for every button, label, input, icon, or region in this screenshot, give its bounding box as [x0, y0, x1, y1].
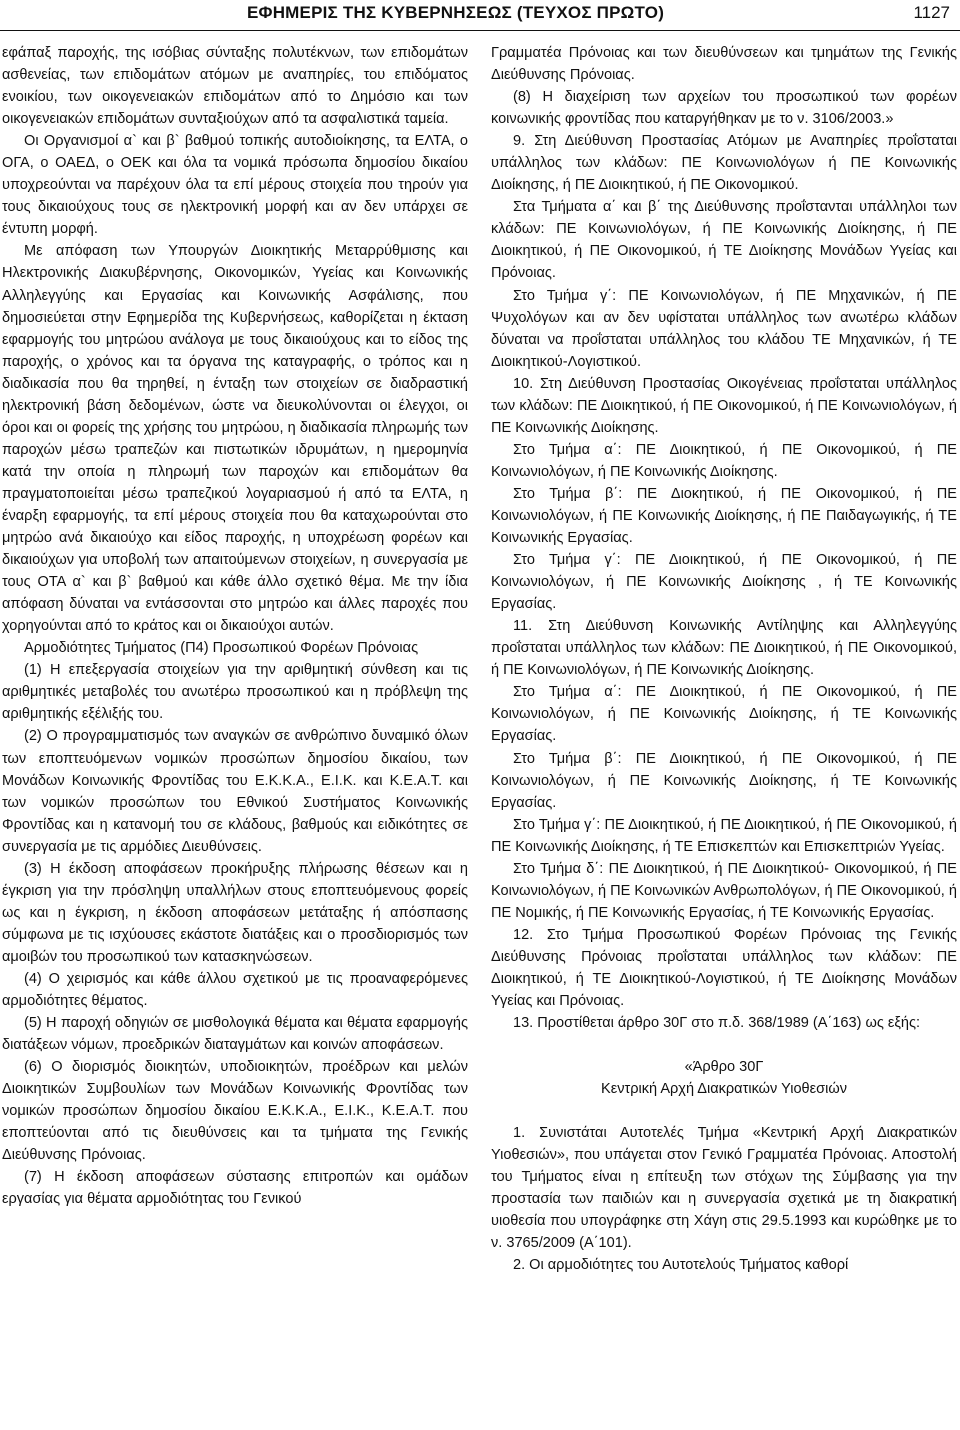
paragraph: Γραμματέα Πρόνοιας και των διευθύνσεων και τμημάτων της Γενικής Διεύθυνσης Πρόνοιας. [491, 45, 957, 84]
paragraph: Στο Τμήμα δ΄: ΠΕ Διοικητικού, ή ΠΕ Διοικητικού- Οικονομικού, ή ΠΕ Κοινωνιολόγων, ή ΠΕ Κοινωνικών Ανθρωπολόγων, ή ΠΕ Οικονομικού, ή ΠΕ Νομικής, ή ΠΕ Κοινωνικής Εργασίας, ή ΤΕ Κοινωνικής Εργασίας. [491, 860, 957, 921]
paragraph: Στο Τμήμα β΄: ΠΕ Διοκητικού, ή ΠΕ Οικονομικού, ή ΠΕ Κοινωνιολόγων, ή ΠΕ Κοινωνικής Διοίκησης, ή ΠΕ Παιδαγωγικής, ή ΤΕ Κοινωνικής Εργασίας. [491, 485, 957, 547]
publication-title: ΕΦΗΜΕΡΙΣ ΤΗΣ ΚΥΒΕΡΝΗΣΕΩΣ (ΤΕΥΧΟΣ ΠΡΩΤΟ) [247, 3, 665, 22]
paragraph: (2) Ο προγραμματισμός των αναγκών σε ανθρώπινο δυναμικό όλων των εποπτευόμενων νομικών προσώπων δημοσίου δικαίου, των Μονάδων Κοινωνικής Φροντίδας του Ε.Κ.Κ.Α., Ε.Ι.Κ. και Κ.Ε.Α.Τ. και των νομικών προσώπων του Εθνικού Συστήματος Κοινωνικής Φροντίδας και η κατανομή του σε κλάδους, βαθμούς και ειδικότητες σε συνεργασία με τις αρμόδιες Διευθύνσεις. [2, 728, 468, 855]
paragraph: Στο Τμήμα β΄: ΠΕ Διοικητικού, ή ΠΕ Οικονομικού, ή ΠΕ Κοινωνιολόγων, ή ΠΕ Κοινωνικής Διοίκησης, ή ΤΕ Κοινωνικής Εργασίας. [491, 750, 957, 811]
paragraph: 12. Στο Τμήμα Προσωπικού Φορέων Πρόνοιας της Γενικής Διεύθυνσης Πρόνοιας προΐσταται υπάλληλος των κλάδων: ΠΕ Διοικητικού, ή ΤΕ Διοικητικού-Λογιστικού, ή ΤΕ Διοίκησης Μονάδων Υγείας και Πρόνοιας. [491, 926, 957, 1010]
article-subtitle: Κεντρική Αρχή Διακρατικών Υιοθεσιών [601, 1081, 847, 1098]
paragraph: 10. Στη Διεύθυνση Προστασίας Οικογένειας προΐσταται υπάλληλος των κλάδων: ΠΕ Διοικητικού, ή ΠΕ Οικονομικού, ή ΠΕ Κοινωνιολόγων, ή ΠΕ Κοινωνικής Διοίκησης. [491, 375, 957, 436]
paragraph: (6) Ο διορισμός διοικητών, υποδιοικητών, προέδρων και μελών Διοικητικών Συμβουλίων των Μονάδων Κοινωνικής Φροντίδας των νομικών προσώπων δημοσίου δικαίου Ε.Κ.Κ.Α., Ε.Ι.Κ., Κ.Ε.Α.Τ. που εποπτεύονται από τις διευθύνσεις και τα τμήματα της Γενικής Διεύθυνσης Πρόνοιας. [2, 1059, 468, 1164]
paragraph: Με απόφαση των Υπουργών Διοικητικής Μεταρρύθμισης και Ηλεκτρονικής Διακυβέρνησης, Οικονομικών, Υγείας και Κοινωνικής Αλληλεγγύης και Εργασίας και Κοινωνικής Ασφάλισης, που δημοσιεύεται στην Εφημερίδα της Κυβερνήσεως, καθορίζεται η έκταση εφαρμογής του μητρώου ανάλογα με τους δικαιούχους και το είδος της παροχής, ο χρόνος και τα όργανα της καταγραφής, ο τρόπος και η διαδικασία που θα τηρηθεί, η ένταξη των στοιχείων σε διαδραστική ηλεκτρονική βάση δεδομένων, ώστε να διευκολύνονται οι έλεγχοι, οι όροι και οι φορείς της χρήσης του μητρώου, η διαδικασία πληρωμής των παροχών μέσω τραπεζών και πιστωτικών ιδρυμάτων, η ημερομηνία κατά την οποία η πληρωμή των παροχών και επιδομάτων θα πραγματοποιείται μέσω τραπεζικού λογαριασμού ή από τα ΕΛΤΑ, η έναρξη εφαρμογής, τα επί μέρους στοιχεία που θα καταχωρούνται στο μητρώο ανά δικαιούχο και είδος παροχής, η υποχρέωση φορέων και δικαιούχων για υποβολή των απαιτούμενων στοιχείων, η συνεργασία με τους ΟΤΑ α` και β` βαθμού και κάθε άλλο σχετικό θέμα. Με την ίδια απόφαση δύναται να εντάσσονται στο μητρώο και άλλες παροχές που χορηγούνται από το κράτος και οι δικαιούχοι αυτών. [2, 243, 468, 635]
paragraph: 9. Στη Διεύθυνση Προστασίας Ατόμων με Αναπηρίες προΐσταται υπάλληλος των κλάδων: ΠΕ Κοινωνιολόγων ή ΠΕ Κοινωνικής Διοίκησης, ή ΠΕ Διοικητικού, ή ΠΕ Οικονομικού. [491, 133, 957, 194]
right-column [491, 42, 957, 1277]
paragraph: Στο Τμήμα γ΄: ΠΕ Διοικητικού, ή ΠΕ Διοικητικού, ή ΠΕ Οικονομικού, ή ΠΕ Κοινωνικής Διοίκησης, ή ΤΕ Επισκεπτών και Επισκεπτριών Υγείας. [491, 816, 957, 855]
paragraph: (5) Η παροχή οδηγιών σε μισθολογικά θέματα και θέματα εφαρμογής διατάξεων νόμων, προεδρικών διαταγμάτων και κοινών αποφάσεων. [2, 1015, 468, 1054]
left-column [2, 42, 468, 1210]
paragraph: εφάπαξ παροχής, της ισόβιας σύνταξης πολυτέκνων, των επιδομάτων ασθενείας, των επιδομάτων ατόμων με αναπηρίες, του επιδόματος ενοικίου, των οικογενειακών επιδομάτων από το Δημόσιο και των οικογενειακών επιδομάτων συνταξιούχων από τα ασφαλιστικά ταμεία. [2, 45, 468, 128]
header-divider [0, 30, 960, 31]
paragraph: (7) Η έκδοση αποφάσεων σύστασης επιτροπών και ομάδων εργασίας για θέματα αρμοδιότητας του Γενικού [2, 1169, 468, 1208]
paragraph: (3) Η έκδοση αποφάσεων προκήρυξης πλήρωσης θέσεων και η έγκριση για την πρόσληψη υπαλλήλων στους εποπτευόμενους φορείς ως και η έγκριση, η έκδοση αποφάσεων μετάταξης ή απόσπασης σύμφωνα με τις ισχύουσες εκάστοτε διατάξεις και ο προσδιορισμός των αμοιβών του προσωπικού των κατασκηνώσεων. [2, 860, 468, 965]
paragraph: (8) Η διαχείριση των αρχείων του προσωπικού των φορέων κοινωνικής φροντίδας που καταργήθηκαν με το ν. 3106/2003.» [491, 89, 957, 128]
section-heading: Αρμοδιότητες Τμήματος (Π4) Προσωπικού Φορέων Πρόνοιας [24, 640, 419, 657]
page-header [0, 0, 960, 34]
paragraph: Στο Τμήμα α΄: ΠΕ Διοικητικού, ή ΠΕ Οικονομικού, ή ΠΕ Κοινωνιολόγων, ή ΠΕ Κοινωνικής Διοίκησης. [491, 441, 957, 480]
page-number: 1127 [913, 3, 950, 22]
paragraph: 1. Συνιστάται Αυτοτελές Τμήμα «Κεντρική Αρχή Διακρατικών Υιοθεσιών», που υπάγεται στον Γενικό Γραμματέα Πρόνοιας. Αποστολή του Τμήματος είναι η επίτευξη των στόχων της Σύμβασης για την προστασία των παιδιών και η συνεργασία σχετικά με τη διακρατική υιοθεσία που υπογράφηκε στη Χάγη στις 29.5.1993 και κυρώθηκε με το ν. 3765/2009 (Α΄101). [491, 1125, 957, 1252]
article-title: «Άρθρο 30Γ [684, 1059, 764, 1076]
paragraph: (4) Ο χειρισμός και κάθε άλλου σχετικού με τις προαναφερόμενες αρμοδιότητες θέματος. [2, 970, 468, 1010]
spacer [491, 1034, 957, 1056]
spacer [491, 1100, 957, 1122]
paragraph: 11. Στη Διεύθυνση Κοινωνικής Αντίληψης και Αλληλεγγύης προΐσταται υπάλληλος των κλάδων: ΠΕ Διοικητικού, ή ΠΕ Οικονομικού, ή ΠΕ Κοινωνιολόγων, ή ΠΕ Κοινωνικής Διοίκησης. [491, 618, 957, 679]
paragraph: Οι Οργανισμοί α` και β` βαθμού τοπικής αυτοδιοίκησης, τα ΕΛΤΑ, ο ΟΓΑ, ο ΟΑΕΔ, ο ΟΕΚ και όλα τα νομικά πρόσωπα δημοσίου δικαίου υποχρεούνται να παρέχουν όλα τα επί μέρους στοιχεία που τηρούν για τους δικαιούχους τους σε ηλεκτρονική μορφή και αν δεν υπάρχει σε έντυπη μορφή. [2, 133, 468, 238]
paragraph: (1) Η επεξεργασία στοιχείων για την αριθμητική σύνθεση και τις αριθμητικές μεταβολές του ανωτέρω προσωπικού και η πρόβλεψη της αριθμητικής εξέλιξής του. [2, 662, 468, 723]
paragraph: Στα Τμήματα α΄ και β΄ της Διεύθυνσης προΐστανται υπάλληλοι των κλάδων: ΠΕ Κοινωνιολόγων, ή ΠΕ Κοινωνικής Διοίκησης, ή ΠΕ Διοικητικού, ή ΠΕ Οικονομικού, ή ΤΕ Διοίκησης Μονάδων Υγείας και Πρόνοιας. [491, 199, 957, 282]
paragraph: Στο Τμήμα α΄: ΠΕ Διοικητικού, ή ΠΕ Οικονομικού, ή ΠΕ Κοινωνιολόγων, ή ΠΕ Κοινωνικής Διοίκησης, ή ΤΕ Κοινωνικής Εργασίας. [491, 684, 957, 745]
paragraph: 13. Προστίθεται άρθρο 30Γ στο π.δ. 368/1989 (Α΄163) ως εξής: [513, 1015, 921, 1032]
paragraph: Στο Τμήμα γ΄: ΠΕ Κοινωνιολόγων, ή ΠΕ Μηχανικών, ή ΠΕ Ψυχολόγων και αν δεν υφίσταται υπάλληλος των ανωτέρω κλάδων δύναται να προΐσταται υπάλληλος του κλάδου ΤΕ Μηχανικών, ή ΤΕ Διοικητικού-Λογιστικού. [491, 287, 957, 370]
paragraph: 2. Οι αρμοδιότητες του Αυτοτελούς Τμήματος καθορί [513, 1257, 849, 1274]
paragraph: Στο Τμήμα γ΄: ΠΕ Διοικητικού, ή ΠΕ Οικονομικού, ή ΠΕ Κοινωνιολόγων, ή ΠΕ Κοινωνικής Διοίκησης , ή ΤΕ Κοινωνικής Εργασίας. [491, 552, 957, 613]
